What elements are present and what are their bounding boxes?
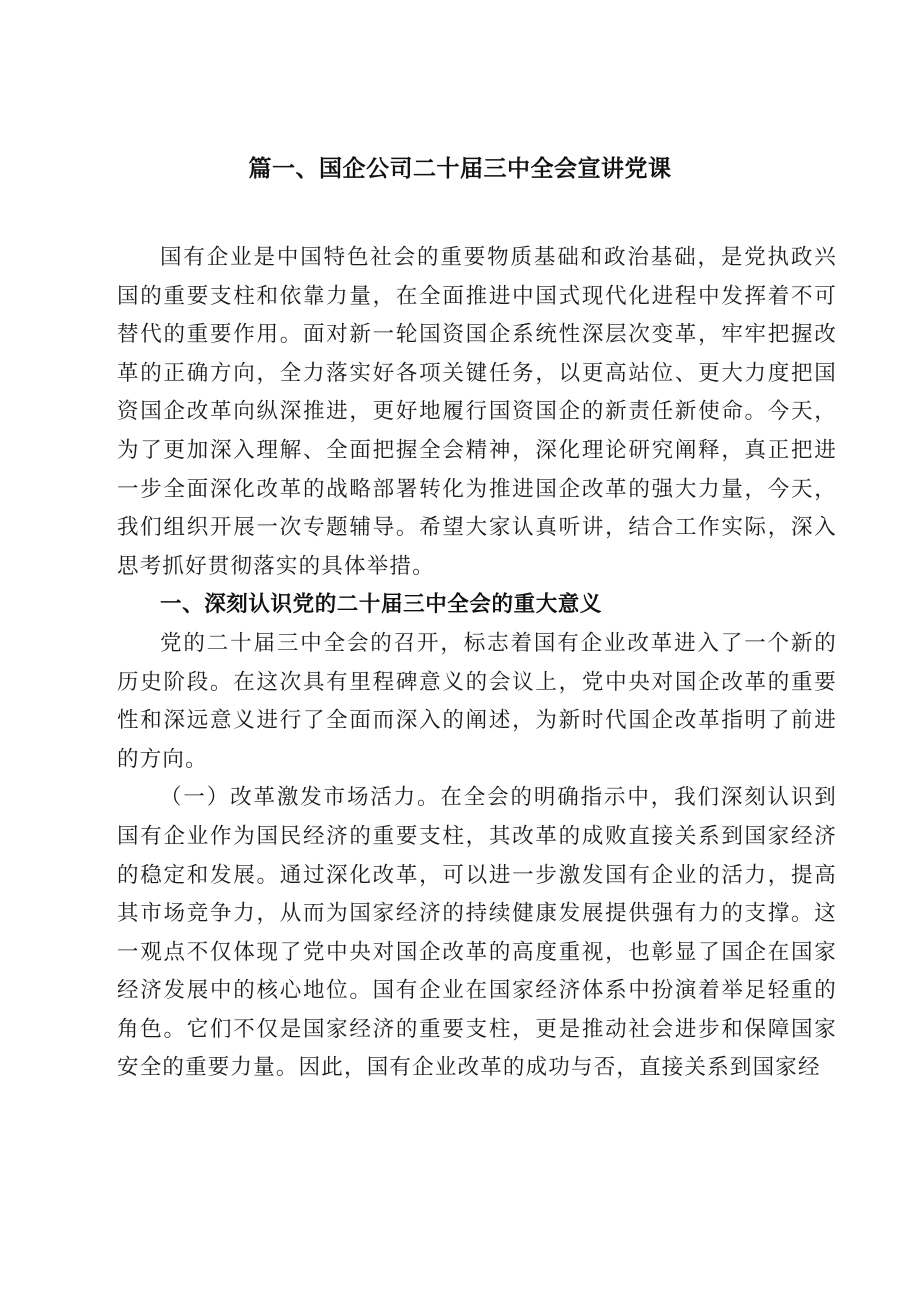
document-title: 篇一、国企公司二十届三中全会宣讲党课 xyxy=(248,156,672,182)
intro-paragraph: 国有企业是中国特色社会的重要物质基础和政治基础，是党执政兴国的重要支柱和依靠力量，在全面推进中国式现代化进程中发挥着不可替代的重要作用。面对新一轮国资国企系统性深层次变革，牢牢把握改革的正确方向，全力落实好各项关键任务，以更高站位、更大力度把国资国企改革向纵深推进，更好地履行国资国企的新责任新使命。今天，为了更加深入理解、全面把握全会精神，深化理论研究阐释，真正把进一步全面深化改革的战略部署转化为推进国企改革的强大力量，今天，我们组织开展一次专题辅导。希望大家认真听讲，结合工作实际，深入思考抓好贯彻落实的具体举措。 xyxy=(117,245,837,579)
section-1-paragraph: 党的二十届三中全会的召开，标志着国有企业改革进入了一个新的历史阶段。在这次具有里程碑意义的会议上，党中央对国企改革的重要性和深远意义进行了全面而深入的阐述，为新时代国企改革指明了前进的方向。 xyxy=(117,630,837,772)
section-heading-1: 一、深刻认识党的二十届三中全会的重大意义 xyxy=(160,592,603,618)
subsection-1-paragraph: （一）改革激发市场活力。在全会的明确指示中，我们深刻认识到国有企业作为国民经济的重要支柱，其改革的成败直接关系到国家经济的稳定和发展。通过深化改革，可以进一步激发国有企业的活力，提高其市场竞争力，从而为国家经济的持续健康发展提供强有力的支撑。这一观点不仅体现了党中央对国企改革的高度重视，也彰显了国企在国家经济发展中的核心地位。国有企业在国家经济体系中扮演着举足轻重的角色。它们不仅是国家经济的重要支柱，更是推动社会进步和保障国家安全的重要力量。因此，国有企业改革的成功与否，直接关系到国家经 xyxy=(117,785,837,1081)
document-body xyxy=(117,239,837,1088)
